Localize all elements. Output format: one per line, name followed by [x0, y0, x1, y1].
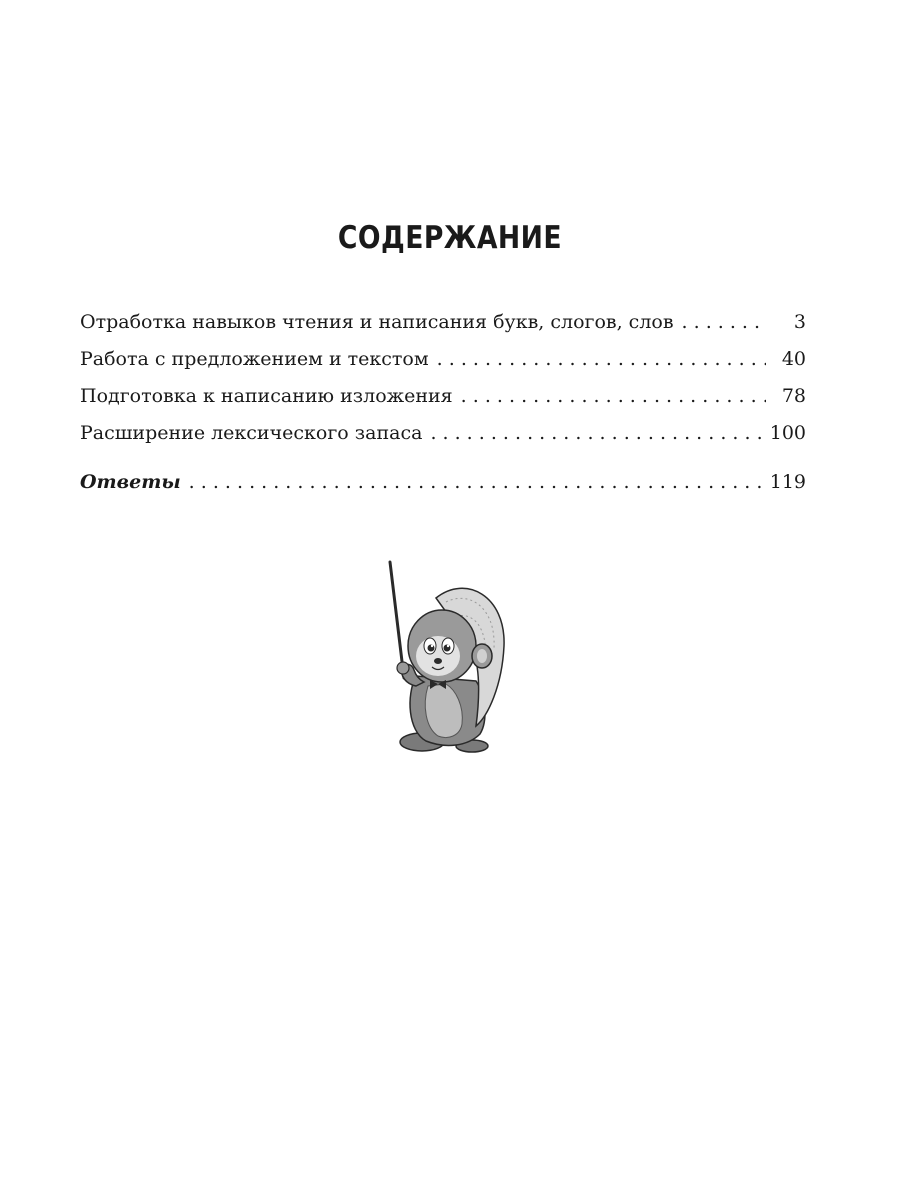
toc-entry-page: 100 [769, 422, 806, 444]
hedgehog-with-pointer-icon [376, 556, 516, 756]
toc-dot-leader [437, 341, 766, 378]
toc-entry[interactable] [80, 378, 806, 415]
table-of-contents [80, 304, 806, 501]
toc-entry-page: 78 [781, 385, 806, 407]
toc-entry[interactable] [80, 341, 806, 378]
toc-entry-title: Отработка навыков чтения и написания букв, слогов, слов [80, 311, 674, 333]
toc-entry-title: Работа с предложением и текстом [80, 348, 429, 370]
toc-entry-title: Подготовка к написанию изложения [80, 385, 453, 407]
toc-entry-title: Расширение лексического запаса [80, 422, 423, 444]
toc-dot-leader [461, 378, 766, 415]
toc-dot-leader [189, 464, 764, 501]
toc-dot-leader [430, 415, 763, 452]
toc-entry-page: 3 [793, 311, 806, 333]
toc-entry-title: Ответы [80, 471, 181, 493]
toc-entry-answers[interactable] [80, 464, 806, 501]
page-title: СОДЕРЖАНИЕ [337, 220, 563, 256]
toc-entry-page: 40 [781, 348, 806, 370]
toc-entry-page: 119 [769, 471, 806, 493]
toc-entry[interactable] [80, 304, 806, 341]
toc-dot-leader [682, 304, 766, 341]
toc-entry[interactable] [80, 415, 806, 452]
